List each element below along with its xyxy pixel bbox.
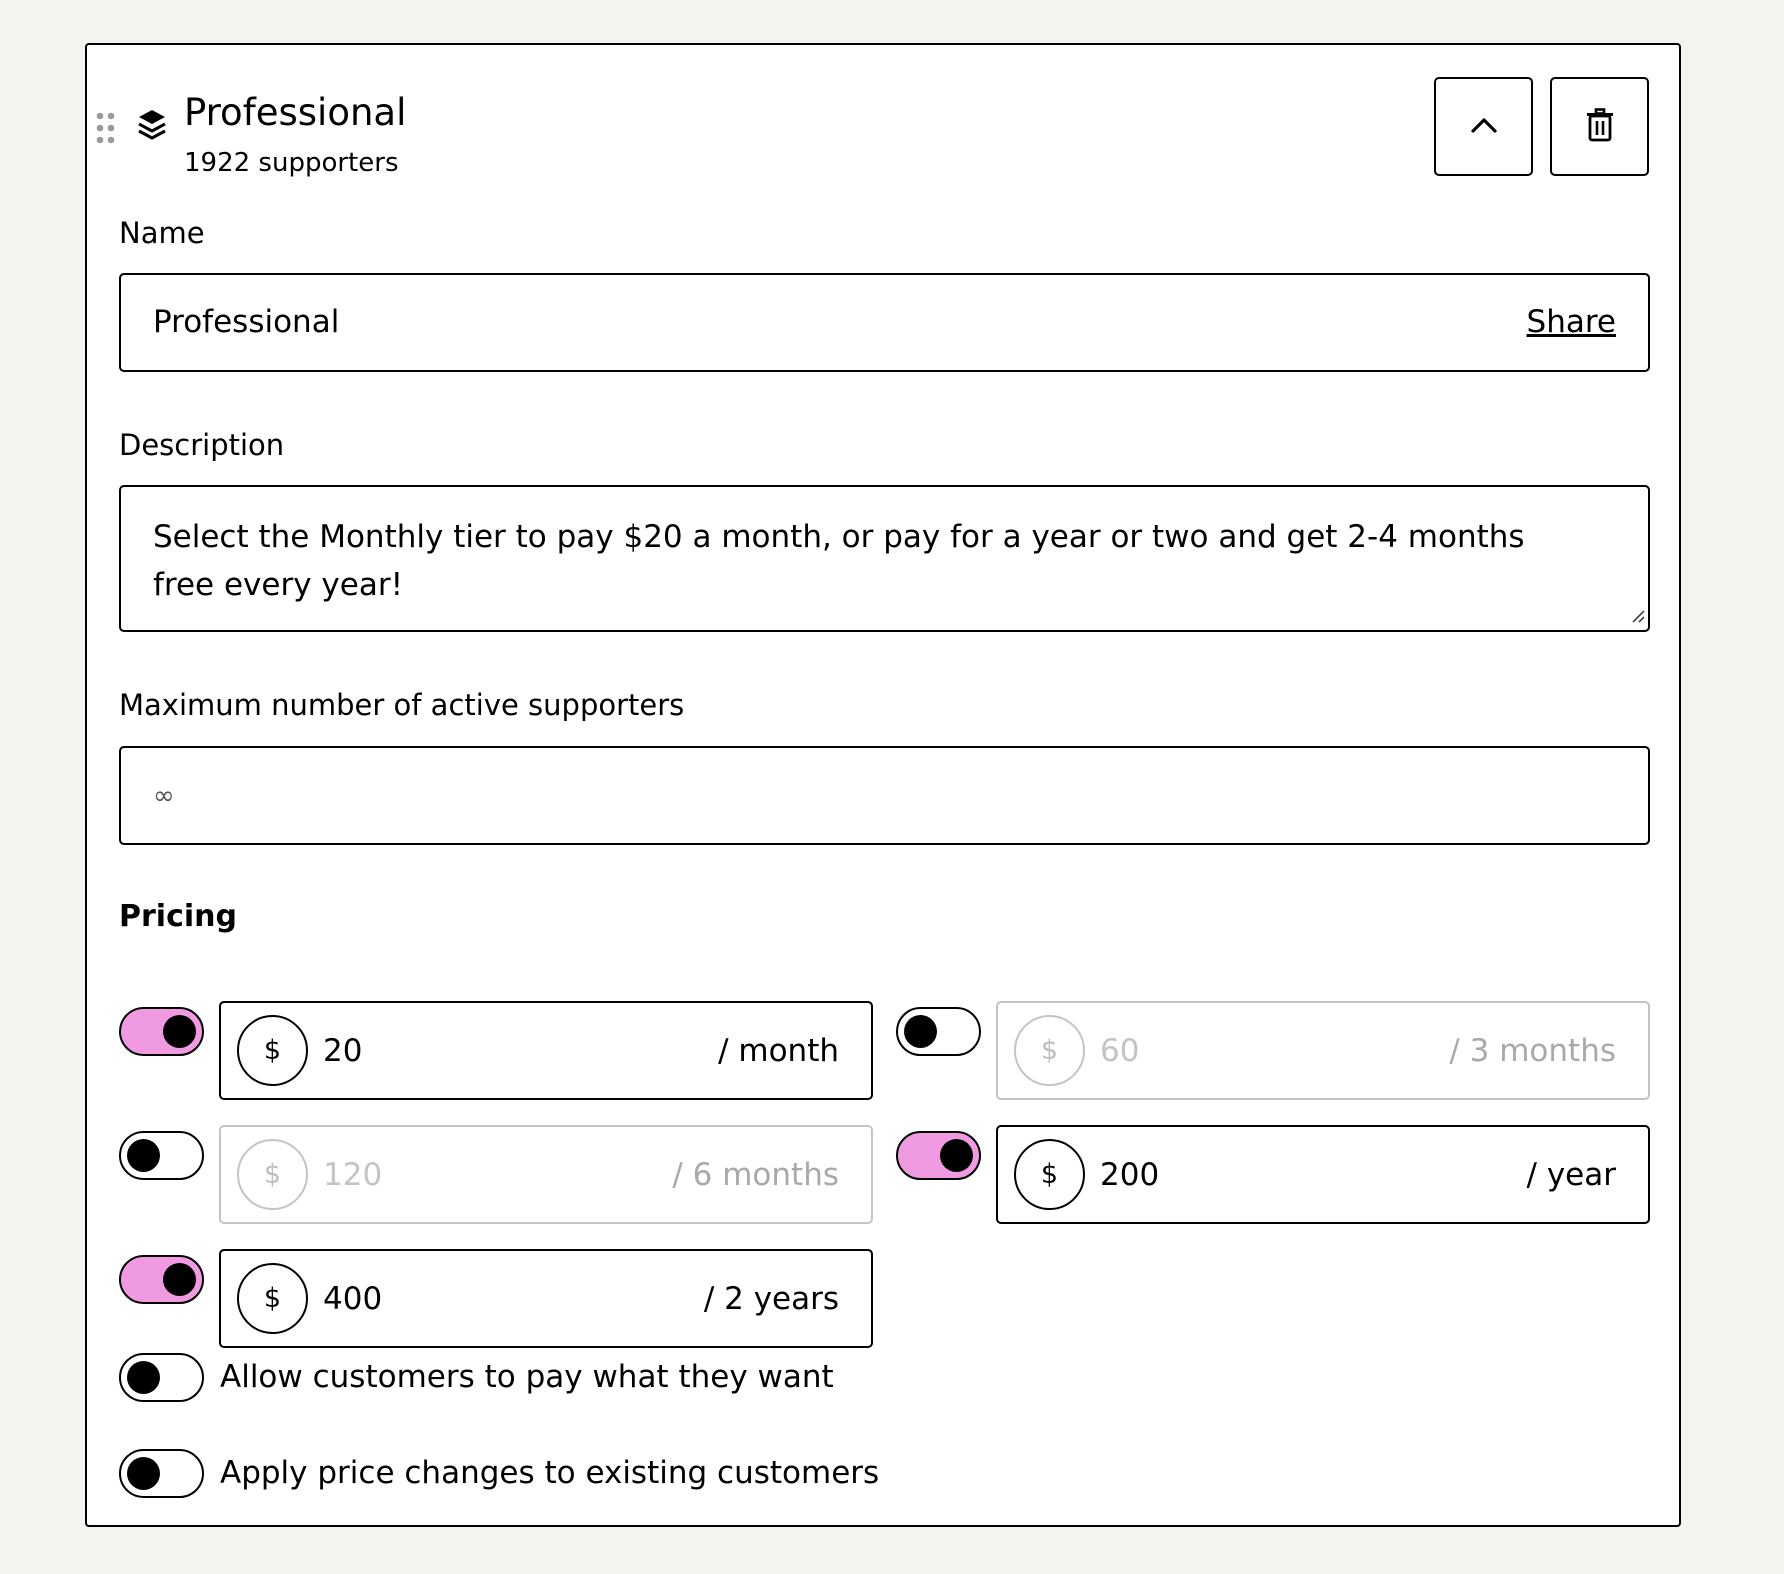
name-value: Professional (153, 304, 340, 340)
toggle-knob (127, 1139, 160, 1172)
dollar-icon: $ (237, 1015, 308, 1086)
chevron-up-icon (1469, 115, 1499, 139)
price-amount: 60 (1100, 1033, 1140, 1069)
supporters-count: 1922 supporters (184, 148, 399, 178)
max-supporters-label: Maximum number of active supporters (119, 688, 685, 722)
toggle-knob (163, 1263, 196, 1296)
toggle-knob (163, 1015, 196, 1048)
description-value: Select the Monthly tier to pay $20 a month, or pay for a year or two and get 2-4 months free every year! (153, 519, 1525, 603)
price-amount: 400 (323, 1281, 383, 1317)
price-6-months[interactable] (219, 1125, 873, 1224)
price-period: / 3 months (1449, 1033, 1616, 1069)
apply-price-changes-label: Apply price changes to existing customers (220, 1455, 880, 1491)
drag-handle-icon[interactable] (95, 111, 117, 149)
toggle-pay-what-you-want[interactable] (119, 1353, 204, 1402)
price-amount: 120 (323, 1157, 383, 1193)
tier-title: Professional (184, 91, 407, 134)
toggle-3-months[interactable] (896, 1007, 981, 1056)
price-2-years[interactable] (219, 1249, 873, 1348)
dollar-icon: $ (237, 1263, 308, 1334)
pricing-heading: Pricing (119, 899, 237, 934)
trash-icon (1586, 108, 1614, 146)
tier-card (85, 43, 1681, 1527)
name-label: Name (119, 216, 205, 250)
pay-what-you-want-label: Allow customers to pay what they want (220, 1359, 834, 1395)
max-supporters-input[interactable] (119, 746, 1650, 845)
toggle-knob (940, 1139, 973, 1172)
toggle-6-months[interactable] (119, 1131, 204, 1180)
dollar-icon: $ (1014, 1015, 1085, 1086)
price-monthly[interactable] (219, 1001, 873, 1100)
toggle-knob (904, 1015, 937, 1048)
toggle-monthly[interactable] (119, 1007, 204, 1056)
toggle-2-years[interactable] (119, 1255, 204, 1304)
collapse-button[interactable] (1434, 77, 1533, 176)
resize-grip-icon[interactable] (1630, 608, 1646, 628)
price-3-months[interactable] (996, 1001, 1650, 1100)
price-period: / 6 months (672, 1157, 839, 1193)
price-amount: 20 (323, 1033, 363, 1069)
price-period: / year (1526, 1157, 1616, 1193)
description-textarea[interactable] (119, 485, 1650, 632)
price-amount: 200 (1100, 1157, 1160, 1193)
toggle-apply-price-changes[interactable] (119, 1449, 204, 1498)
max-supporters-placeholder: ∞ (153, 781, 175, 811)
toggle-knob (127, 1457, 160, 1490)
name-field[interactable] (119, 273, 1650, 372)
price-period: / 2 years (703, 1281, 839, 1317)
delete-button[interactable] (1550, 77, 1649, 176)
dollar-icon: $ (237, 1139, 308, 1210)
dollar-icon: $ (1014, 1139, 1085, 1210)
description-label: Description (119, 428, 285, 462)
toggle-knob (127, 1361, 160, 1394)
share-link[interactable]: Share (1526, 304, 1616, 340)
layers-icon (136, 107, 168, 147)
toggle-yearly[interactable] (896, 1131, 981, 1180)
price-yearly[interactable] (996, 1125, 1650, 1224)
price-period: / month (718, 1033, 839, 1069)
